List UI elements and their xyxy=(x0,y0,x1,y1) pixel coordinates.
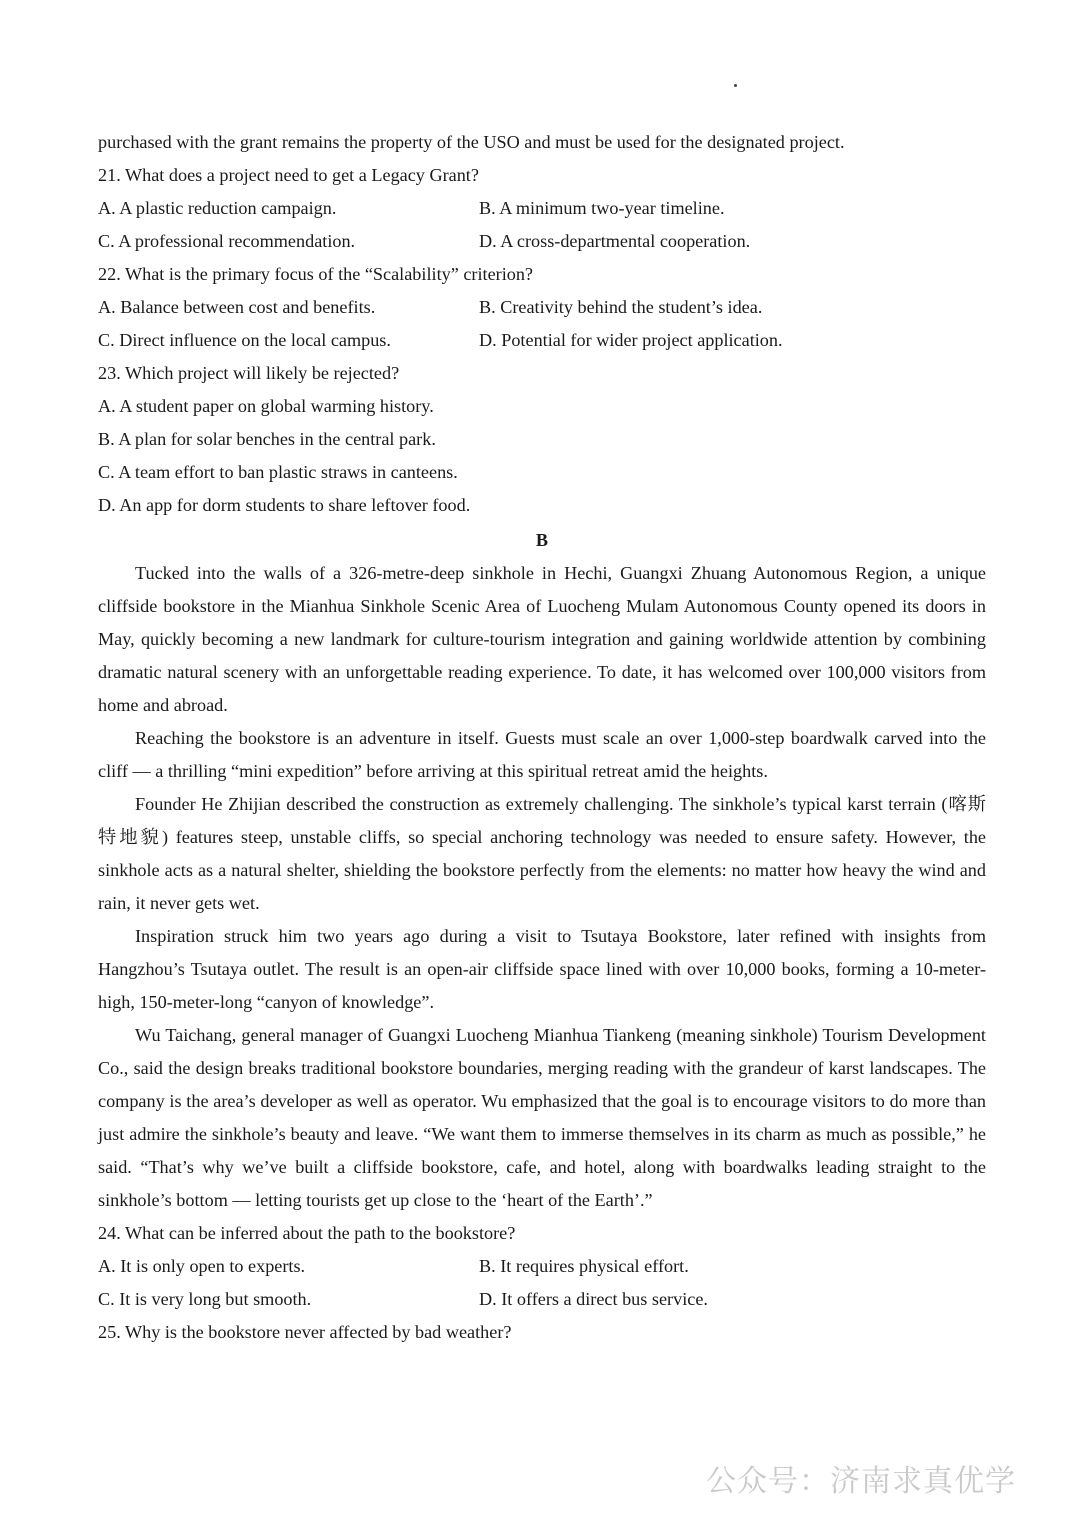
option-row xyxy=(98,225,986,258)
answer-option: D. It offers a direct bus service. xyxy=(479,1289,708,1309)
passage-b xyxy=(98,557,986,1217)
answer-option: D. A cross-departmental cooperation. xyxy=(479,231,751,251)
answer-option: D. An app for dorm students to share leftover food. xyxy=(98,495,471,515)
passage-paragraph: Founder He Zhijian described the construction as extremely challenging. The sinkhole’s typical karst terrain (喀斯特地貌) features steep, unstable cliffs, so special anchoring technology was needed to ensure safety. However, the sinkhole acts as a natural shelter, shielding the bookstore perfectly from the elements: no matter how heavy the wind and rain, it never gets wet. xyxy=(98,794,986,913)
answer-option: D. Potential for wider project application. xyxy=(479,330,783,350)
option-row xyxy=(98,291,986,324)
option-row xyxy=(98,1250,986,1283)
answer-option: A. It is only open to experts. xyxy=(98,1256,306,1276)
passage-paragraph: Wu Taichang, general manager of Guangxi Luocheng Mianhua Tiankeng (meaning sinkhole) Tourism Development Co., said the design breaks traditional bookstore boundaries, merging reading with the grandeur of karst landscapes. The company is the area’s developer as well as operator. Wu emphasized that the goal is to encourage visitors to do more than just admire the sinkhole’s beauty and leave. “We want them to immerse themselves in its charm as much as possible,” he said. “That’s why we’ve built a cliffside bookstore, cafe, and hotel, along with boardwalks leading straight to the sinkhole’s bottom — letting tourists get up close to the ‘heart of the Earth’.” xyxy=(98,1025,986,1210)
watermark-text: 公众号：济南求真优学 xyxy=(706,1464,1016,1499)
answer-option: B. It requires physical effort. xyxy=(479,1256,689,1276)
questions-group-b xyxy=(98,1217,986,1349)
option-row xyxy=(98,1283,986,1316)
answer-option: C. A professional recommendation. xyxy=(98,231,356,251)
question-stem: 25. Why is the bookstore never affected by bad weather? xyxy=(98,1322,512,1342)
answer-option: B. Creativity behind the student’s idea. xyxy=(479,297,763,317)
passage-paragraph: Inspiration struck him two years ago during a visit to Tsutaya Bookstore, later refined with insights from Hangzhou’s Tsutaya outlet. The result is an open-air cliffside space lined with over 10,000 books, forming a 10-meter-high, 150-meter-long “canyon of knowledge”. xyxy=(98,926,986,1012)
answer-option: C. It is very long but smooth. xyxy=(98,1289,312,1309)
questions-group-a xyxy=(98,159,986,522)
answer-option: A. Balance between cost and benefits. xyxy=(98,297,376,317)
continuation-text: purchased with the grant remains the property of the USO and must be used for the designated project. xyxy=(98,132,845,152)
question-stem: 23. Which project will likely be rejected? xyxy=(98,363,400,383)
question-stem: 21. What does a project need to get a Legacy Grant? xyxy=(98,165,479,185)
section-b-heading: B xyxy=(535,530,549,550)
option-row xyxy=(98,324,986,357)
question-stem: 22. What is the primary focus of the “Scalability” criterion? xyxy=(98,264,534,284)
answer-option: C. A team effort to ban plastic straws in canteens. xyxy=(98,462,458,482)
passage-paragraph: Reaching the bookstore is an adventure in itself. Guests must scale an over 1,000-step boardwalk carved into the cliff — a thrilling “mini expedition” before arriving at this spiritual retreat amid the heights. xyxy=(98,728,986,781)
answer-option: B. A minimum two-year timeline. xyxy=(479,198,725,218)
stray-mark xyxy=(734,84,737,87)
answer-option: C. Direct influence on the local campus. xyxy=(98,330,391,350)
option-row xyxy=(98,192,986,225)
answer-option: B. A plan for solar benches in the central park. xyxy=(98,429,436,449)
answer-option: A. A student paper on global warming history. xyxy=(98,396,434,416)
answer-option: A. A plastic reduction campaign. xyxy=(98,198,337,218)
question-stem: 24. What can be inferred about the path to the bookstore? xyxy=(98,1223,516,1243)
passage-paragraph: Tucked into the walls of a 326-metre-deep sinkhole in Hechi, Guangxi Zhuang Autonomous Region, a unique cliffside bookstore in the Mianhua Sinkhole Scenic Area of Luocheng Mulam Autonomous County opened its doors in May, quickly becoming a new landmark for culture-tourism integration and gaining worldwide attention by combining dramatic natural scenery with an unforgettable reading experience. To date, it has welcomed over 100,000 visitors from home and abroad. xyxy=(98,563,986,715)
exam-page xyxy=(98,126,986,1349)
